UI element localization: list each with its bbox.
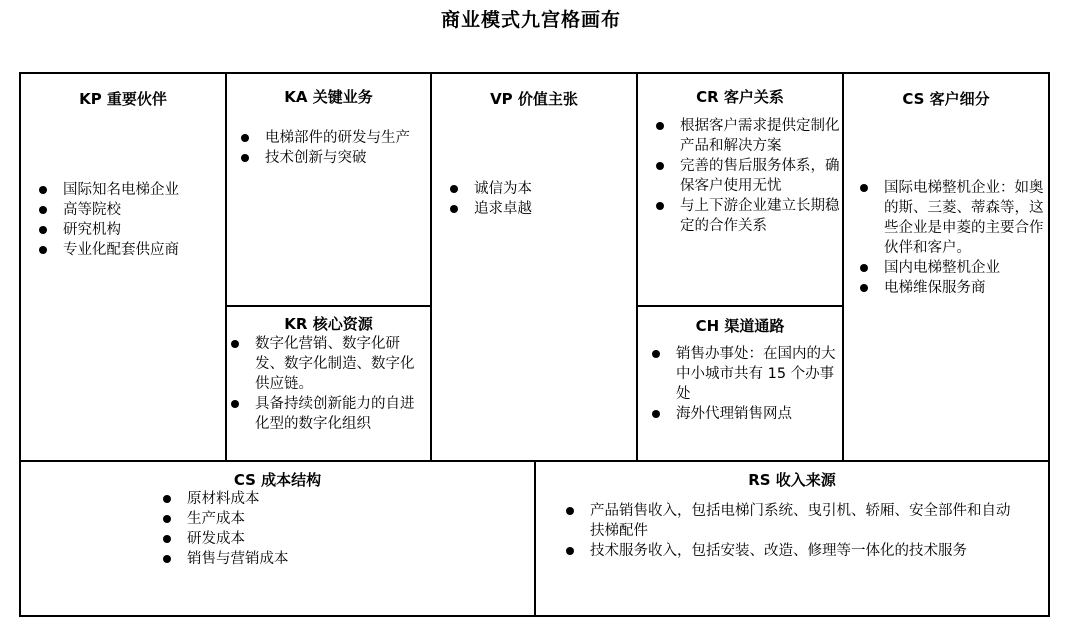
cell-title: KA 关键业务 [284, 88, 373, 106]
list-item: 电梯部件的研发与生产 [239, 128, 417, 148]
list-item: 专业化配套供应商 [37, 240, 217, 260]
list-item: 高等院校 [37, 200, 217, 220]
cell-customer-segments [844, 74, 1048, 460]
cell-key-activities [227, 74, 430, 305]
cell-key-resources [227, 307, 430, 460]
list-item: 技术创新与突破 [239, 148, 417, 168]
list-item: 研究机构 [37, 220, 217, 240]
item-list [229, 334, 428, 434]
item-list [161, 489, 421, 569]
item-list [650, 344, 840, 424]
item-list [448, 179, 628, 219]
cell-customer-relationships [638, 74, 842, 305]
cell-channels [638, 307, 842, 460]
list-item: 完善的售后服务体系，确保客户使用无忧 [654, 156, 840, 196]
cell-title: KP 重要伙伴 [79, 90, 167, 108]
cell-cost-structure [21, 462, 534, 615]
list-item: 产品销售收入，包括电梯门系统、曳引机、轿厢、安全部件和自动扶梯配件 [564, 501, 1014, 541]
list-item: 国内电梯整机企业 [858, 258, 1046, 278]
cell-title: CS 成本结构 [233, 471, 322, 489]
list-item: 销售办事处：在国内的大中小城市共有 15 个办事处 [650, 344, 840, 404]
item-list [654, 116, 840, 236]
list-item: 研发成本 [161, 529, 421, 549]
list-item: 与上下游企业建立长期稳定的合作关系 [654, 196, 840, 236]
cell-title: KR 核心资源 [284, 315, 373, 333]
cell-title: CS 客户细分 [902, 90, 990, 108]
list-item: 追求卓越 [448, 199, 628, 219]
list-item: 数字化营销、数字化研发、数字化制造、数字化供应链。 [229, 334, 428, 394]
list-item: 原材料成本 [161, 489, 421, 509]
list-item: 海外代理销售网点 [650, 404, 840, 424]
canvas-title: 商业模式九宫格画布 [440, 9, 621, 31]
list-item: 国际电梯整机企业：如奥的斯、三菱、蒂森等，这些企业是申菱的主要合作伙伴和客户。 [858, 178, 1046, 258]
cell-title: VP 价值主张 [490, 90, 578, 108]
cell-title: CH 渠道通路 [695, 317, 785, 335]
list-item: 生产成本 [161, 509, 421, 529]
item-list [37, 180, 217, 260]
cell-value-proposition [432, 74, 636, 460]
cell-revenue-streams [536, 462, 1048, 615]
list-item: 技术服务收入，包括安装、改造、修理等一体化的技术服务 [564, 541, 1014, 561]
list-item: 销售与营销成本 [161, 549, 421, 569]
cell-key-partners [21, 74, 225, 460]
border-right [1048, 72, 1050, 617]
cell-title: RS 收入来源 [748, 471, 836, 489]
item-list [858, 178, 1046, 298]
list-item: 诚信为本 [448, 179, 628, 199]
list-item: 电梯维保服务商 [858, 278, 1046, 298]
item-list [564, 501, 1014, 561]
list-item: 根据客户需求提供定制化产品和解决方案 [654, 116, 840, 156]
list-item: 国际知名电梯企业 [37, 180, 217, 200]
list-item: 具备持续创新能力的自进化型的数字化组织 [229, 394, 428, 434]
cell-title: CR 客户关系 [696, 88, 784, 106]
item-list [239, 128, 417, 168]
